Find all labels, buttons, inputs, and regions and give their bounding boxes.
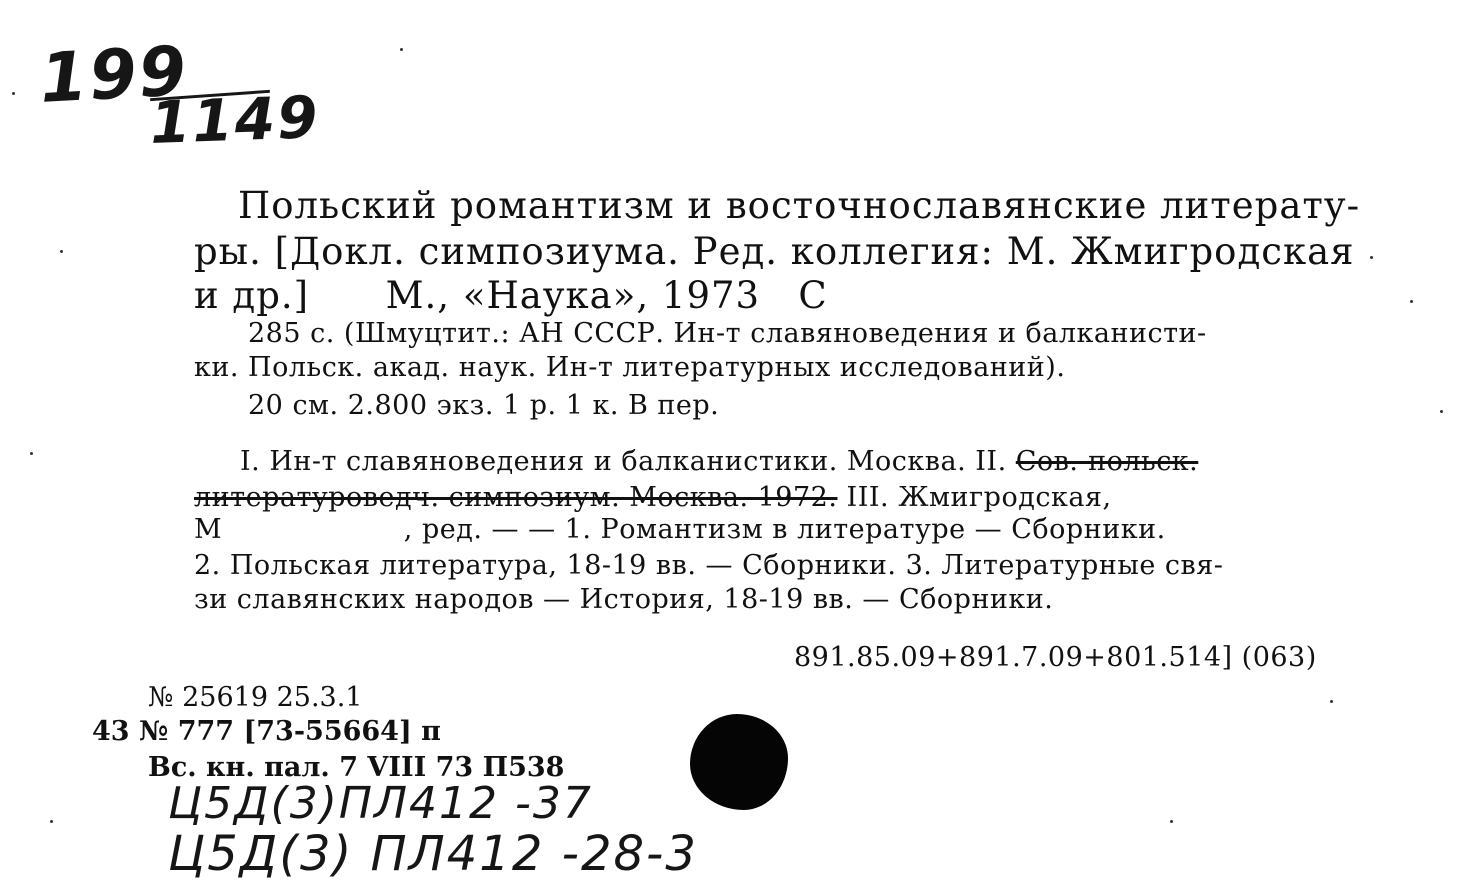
classification-index: 891.85.09+891.7.09+801.514] (063) <box>794 642 1317 673</box>
speck <box>1440 410 1443 413</box>
subjects-line-2 <box>194 482 1112 513</box>
description-line-2: ки. Польск. акад. наук. Ин-т литературных исследований). <box>194 352 1066 383</box>
handwritten-number-bottom: 1149 <box>148 83 321 157</box>
ink-blot <box>690 714 788 810</box>
speck <box>400 48 403 51</box>
speck <box>30 452 33 455</box>
handwritten-shelfmark-2: Ц5Д(3) ПЛ412 -28-3 <box>168 826 698 882</box>
subjects-line-4: 2. Польская литература, 18-19 вв. — Сборники. 3. Литературные свя- <box>194 550 1224 581</box>
title-line-2: ры. [Докл. симпозиума. Ред. коллегия: М. Жмигродская <box>194 230 1355 273</box>
speck <box>12 92 15 95</box>
registry-line-2: 43 № 777 [73-55664] п <box>92 716 441 747</box>
subjects-line-3: М , ред. — — 1. Романтизм в литературе — Сборники. <box>194 514 1166 545</box>
description-line-1: 285 с. (Шмуцтит.: АН СССР. Ин-т славяноведения и балканисти- <box>248 318 1207 349</box>
subjects-line-2-struck: литературоведч. симпозиум. Москва. 1972. <box>194 482 838 513</box>
handwritten-number-top: 199 <box>38 32 190 119</box>
speck <box>1170 820 1173 823</box>
subjects-line-2-text: III. Жмигродская, <box>846 482 1112 513</box>
speck <box>1330 700 1333 703</box>
registry-line-3: Вс. кн. пал. 7 VIII 73 П538 <box>148 752 565 783</box>
speck <box>1410 300 1413 303</box>
registry-line-1: № 25619 25.3.1 <box>148 682 363 713</box>
title-line-3: и др.] М., «Наука», 1973 С <box>194 274 828 317</box>
subjects-line-1 <box>240 446 1198 477</box>
subjects-line-5: зи славянских народов — История, 18-19 вв. — Сборники. <box>194 584 1054 615</box>
speck <box>60 250 63 253</box>
title-line-1: Польский романтизм и восточнославянские литерату- <box>238 184 1361 227</box>
speck <box>50 820 53 823</box>
subjects-line-1-text: I. Ин-т славяноведения и балканистики. Москва. II. <box>240 446 1007 477</box>
speck <box>1370 256 1373 259</box>
description-line-3: 20 см. 2.800 экз. 1 р. 1 к. В пер. <box>248 390 720 421</box>
handwritten-shelfmark-1: Ц5Д(3)ПЛ412 -37 <box>168 778 593 829</box>
subjects-line-1-struck: Сов.-польск. <box>1015 446 1199 477</box>
